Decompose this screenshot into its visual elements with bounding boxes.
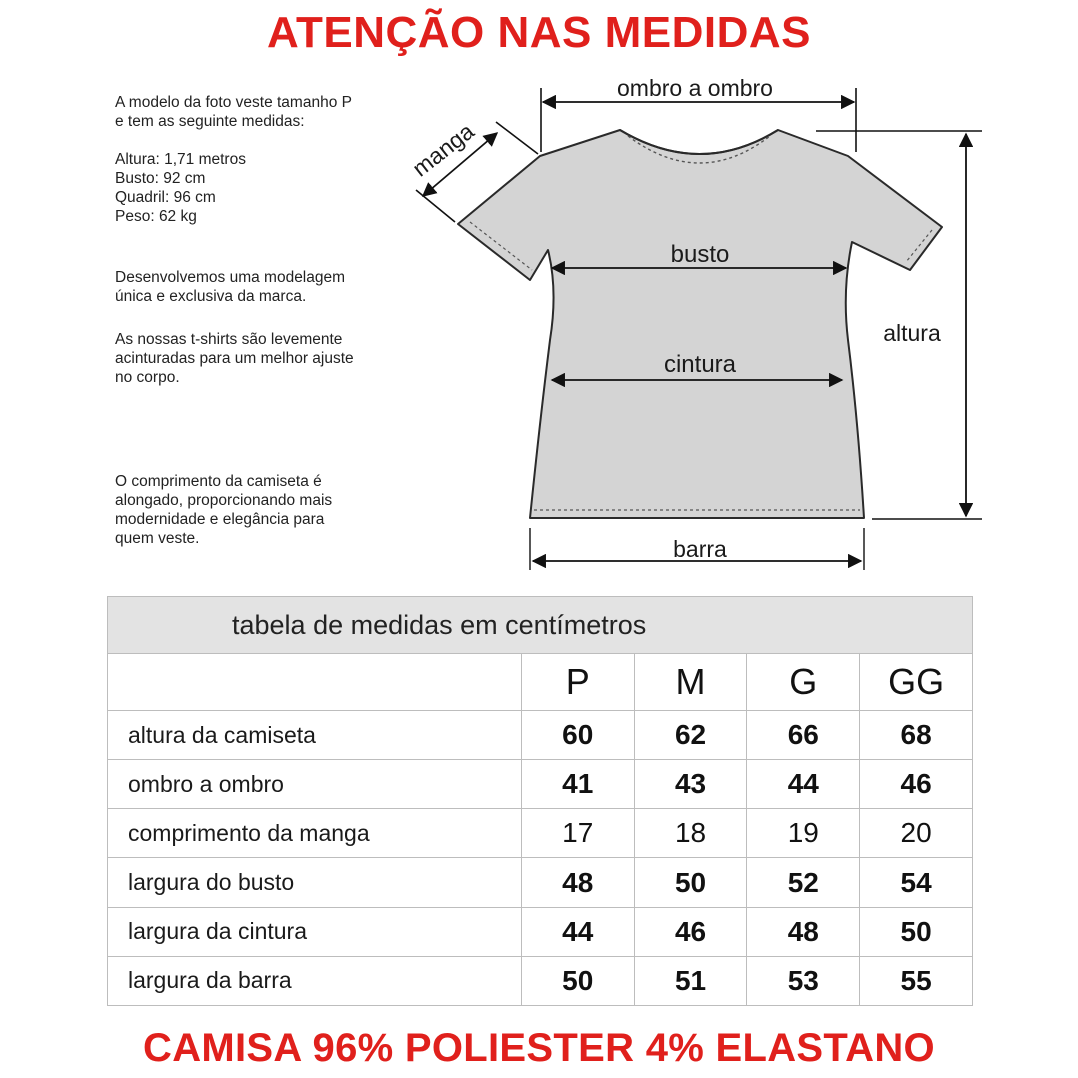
table-cell: 51 [634,956,747,1005]
table-cell: 53 [747,956,860,1005]
paragraph-line: Desenvolvemos uma modelagem [115,269,346,286]
table-title: tabela de medidas em centímetros [108,597,973,654]
size-header-m: M [634,654,747,711]
waist-label: cintura [663,351,737,378]
row-label: comprimento da manga [108,809,522,858]
row-label: altura da camiseta [108,711,522,760]
bust-label: busto [670,241,730,268]
table-cell: 50 [521,956,634,1005]
composition-banner: CAMISA 96% POLIESTER 4% ELASTANO [143,1026,935,1070]
table-cell: 68 [860,711,973,760]
table-cell: 62 [634,711,747,760]
row-label: largura da barra [108,956,522,1005]
table-cell: 43 [634,760,747,809]
table-cell: 60 [521,711,634,760]
paragraph-line: no corpo. [115,369,180,386]
table-cell: 50 [634,858,747,907]
table-cell: 48 [521,858,634,907]
table-cell: 17 [521,809,634,858]
table-cell: 46 [634,907,747,956]
sleeve-label: manga [407,117,479,182]
table-row [108,858,973,907]
stat-height: Altura: 1,71 metros [115,151,246,168]
table-cell: 41 [521,760,634,809]
tshirt-diagram [0,60,1078,580]
paragraph-line: acinturadas para um melhor ajuste [115,350,354,367]
page-title: ATENÇÃO NAS MEDIDAS [266,8,812,57]
model-intro-line: A modelo da foto veste tamanho P [115,94,352,111]
paragraph-line: As nossas t-shirts são levemente [115,331,343,348]
table-row [108,956,973,1005]
table-row [108,711,973,760]
table-cell: 18 [634,809,747,858]
table-title-row [108,597,973,654]
table-cell: 66 [747,711,860,760]
table-cell: 50 [860,907,973,956]
height-label: altura [883,320,941,346]
table-cell: 52 [747,858,860,907]
size-header-g: G [747,654,860,711]
size-header-p: P [521,654,634,711]
row-label: largura da cintura [108,907,522,956]
table-cell: 19 [747,809,860,858]
table-row [108,760,973,809]
empty-header-cell [108,654,522,711]
table-row [108,809,973,858]
table-cell: 46 [860,760,973,809]
stat-bust: Busto: 92 cm [115,170,206,187]
paragraph-line: O comprimento da camiseta é [115,473,322,490]
paragraph-line: alongado, proporcionando mais [115,492,333,509]
table-row [108,907,973,956]
table-cell: 44 [521,907,634,956]
table-cell: 54 [860,858,973,907]
paragraph-line: única e exclusiva da marca. [115,288,307,305]
row-label: largura do busto [108,858,522,907]
stat-hip: Quadril: 96 cm [115,189,216,206]
shoulder-label: ombro a ombro [617,75,773,101]
paragraph-line: quem veste. [115,530,200,547]
size-table [107,596,973,1006]
table-cell: 20 [860,809,973,858]
tshirt-shape [458,130,942,518]
size-header-row [108,654,973,711]
table-cell: 55 [860,956,973,1005]
model-intro-line: e tem as seguinte medidas: [115,113,305,130]
size-header-gg: GG [860,654,973,711]
stat-weight: Peso: 62 kg [115,208,197,225]
table-cell: 48 [747,907,860,956]
hem-label: barra [673,536,727,562]
paragraph-line: modernidade e elegância para [115,511,325,528]
row-label: ombro a ombro [108,760,522,809]
table-cell: 44 [747,760,860,809]
